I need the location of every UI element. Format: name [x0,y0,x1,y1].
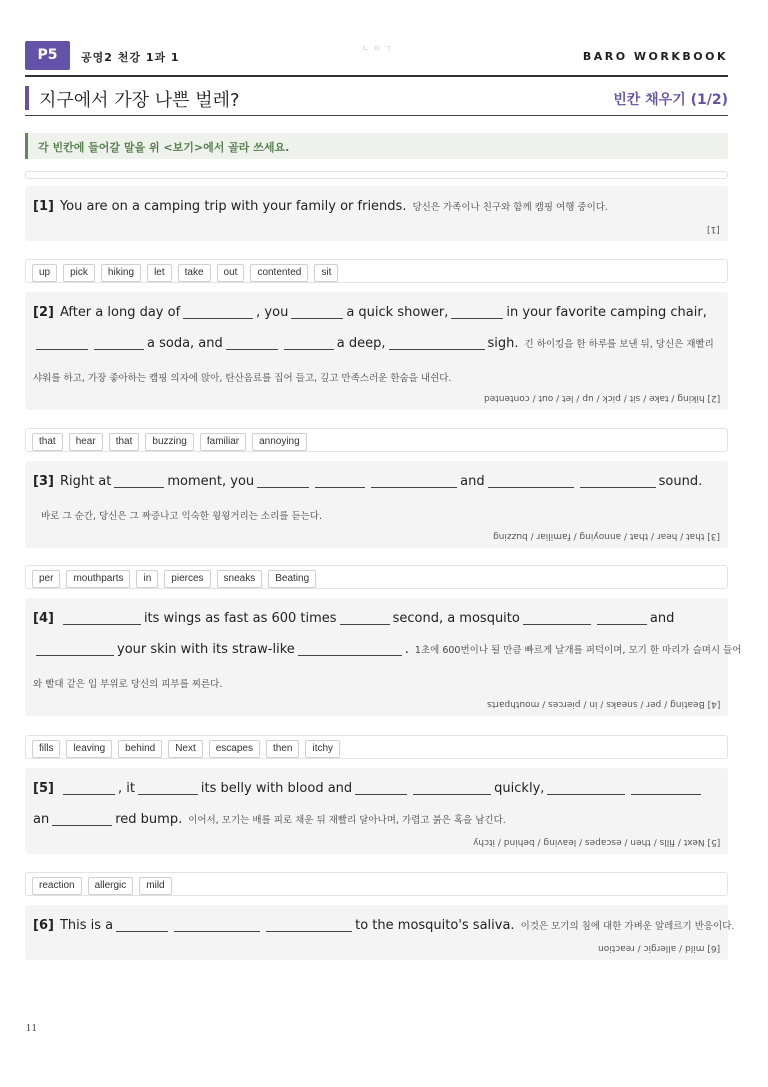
word-bank-3 [25,428,728,452]
question-number: [3] [33,474,54,489]
course-label: 공영2 천강 1과 1 [81,51,180,64]
empty-word-strip [25,171,728,179]
blank-field[interactable] [94,335,144,350]
answer-key: [6] mild / allergic / reaction [597,943,720,953]
word-chip: Next [168,740,203,758]
answer-key: [1] [707,224,720,234]
question-text: your skin with its straw-like [117,642,295,657]
word-bank-5 [25,735,728,759]
blank-field[interactable] [580,473,656,488]
question-3-line-1 [33,473,720,489]
question-text: an [33,812,50,827]
blank-field[interactable] [63,780,115,795]
question-text: second, a mosquito [392,611,520,626]
question-text: , it [117,781,135,796]
word-chip: mouthparts [66,570,130,588]
korean-translation-cont: 샤워를 하고, 가장 좋아하는 캠핑 의자에 앉아, 탄산음료를 집어 들고, 깊고 만족스러운 한숨을 내쉰다. [33,373,452,384]
word-chip: let [147,264,172,282]
question-2-line-2 [33,335,720,351]
question-text: , you [256,305,289,320]
blank-field[interactable] [315,473,365,488]
title-row [25,84,728,116]
title-divider [25,115,728,116]
blank-field[interactable] [36,335,88,350]
blank-field[interactable] [52,811,112,826]
question-text: and [460,474,485,489]
word-chip: per [32,570,60,588]
question-4-line-2 [33,641,742,657]
question-text: a quick shower, [346,305,449,320]
question-text: Right at [59,474,112,489]
blank-field[interactable] [597,610,647,625]
word-bank-6 [25,872,728,896]
question-2 [25,292,728,410]
answer-key: [5] Next / fills / then / escapes / leaving / behind / itchy [472,837,720,847]
question-number: [1] [33,199,54,214]
word-chip: out [217,264,245,282]
word-chip: pierces [164,570,210,588]
korean-translation: 긴 하이킹을 한 하루를 보낸 뒤, 당신은 재빨리 [524,339,714,350]
question-4 [25,598,742,716]
word-chip: Beating [268,570,316,588]
blank-field[interactable] [291,304,343,319]
question-text: a soda, and [147,336,223,351]
word-chip: pick [63,264,95,282]
question-5-line-1 [33,780,720,796]
question-1-line [33,199,720,214]
word-chip: in [136,570,158,588]
question-text: This is a [59,918,114,933]
blank-field[interactable] [174,917,260,932]
blank-field[interactable] [63,610,141,625]
question-3 [25,461,728,548]
question-number: [6] [33,918,54,933]
word-chip: sneaks [217,570,263,588]
blank-field[interactable] [631,780,701,795]
word-chip: allergic [88,877,134,895]
word-chip: buzzing [145,433,193,451]
word-chip: leaving [66,740,112,758]
answer-key: [3] that / hear / that / annoying / familiar / buzzing [492,531,720,541]
question-text: in your favorite camping chair, [506,305,707,320]
header-divider [25,75,728,77]
word-chip: fills [32,740,60,758]
blank-field[interactable] [266,917,352,932]
page-badge: P5 [25,41,70,70]
question-number: [5] [33,781,54,796]
question-5 [25,768,728,854]
word-chip: contented [250,264,308,282]
question-6 [25,905,735,960]
blank-field[interactable] [389,335,485,350]
question-text: sigh. [487,336,519,351]
page-title: 지구에서 가장 나쁜 벌레? [39,90,240,111]
blank-field[interactable] [355,780,407,795]
question-text: quickly, [494,781,545,796]
word-chip: that [32,433,63,451]
blank-field[interactable] [298,641,402,656]
blank-field[interactable] [488,473,574,488]
page-subtitle: 빈칸 채우기 (1/2) [613,92,728,108]
blank-field[interactable] [284,335,334,350]
answer-key: [4] Beating / per / sneaks / in / pierces / mouthparts [486,699,720,709]
title-accent-bar [25,86,29,110]
word-chip: escapes [209,740,260,758]
question-number: [4] [33,611,54,626]
korean-translation: 이것은 모기의 침에 대한 가벼운 알레르기 반응이다. [520,921,735,932]
blank-field[interactable] [114,473,164,488]
word-chip: behind [118,740,162,758]
word-chip: itchy [305,740,340,758]
korean-translation: 이어서, 모기는 배를 피로 채운 뒤 재빨리 달아나며, 가렵고 붉은 혹을 남긴다. [188,815,506,826]
page-header [25,41,728,77]
korean-translation-cont: 와 빨대 같은 입 부위로 당신의 피부를 찌른다. [33,679,223,690]
word-bank-2 [25,259,728,283]
question-2-line-1 [33,304,720,320]
question-text: its belly with blood and [200,781,353,796]
korean-translation: 1초에 600번이나 될 만큼 빠르게 날개를 퍼덕이며, 모기 한 마리가 슬며시 들어 [414,645,742,656]
blank-field[interactable] [226,335,278,350]
blank-field[interactable] [547,780,625,795]
word-chip: up [32,264,57,282]
question-text: red bump. [115,812,183,827]
blank-field[interactable] [36,641,114,656]
question-4-line-1 [33,610,720,626]
question-text: moment, you [167,474,255,489]
word-chip: hear [69,433,103,451]
question-text: . [404,642,409,657]
blank-field[interactable] [340,610,390,625]
answer-key: [2] hiking / take / sit / pick / up / let / out / contented [483,393,720,403]
question-text: and [649,611,675,626]
blank-field[interactable] [413,780,491,795]
question-text: You are on a camping trip with your family or friends. [59,199,407,214]
blank-field[interactable] [523,610,591,625]
instruction-box [25,133,728,159]
blank-field[interactable] [257,473,309,488]
blank-field[interactable] [183,304,253,319]
word-chip: then [266,740,299,758]
korean-translation: 당신은 가족이나 친구와 함께 캠핑 여행 중이다. [412,202,608,213]
question-1 [25,186,728,241]
word-bank-4 [25,565,728,589]
blank-field[interactable] [451,304,503,319]
word-chip: hiking [101,264,141,282]
question-text: a deep, [336,336,386,351]
instruction-text: 각 빈칸에 들어갈 말을 위 <보기>에서 골라 쓰세요. [38,141,290,154]
faint-mark: ㄴㅇㄱ [362,44,395,53]
question-number: [2] [33,305,54,320]
word-chip: reaction [32,877,82,895]
question-text: to the mosquito's saliva. [355,918,515,933]
question-text: its wings as fast as 600 times [143,611,337,626]
word-chip: sit [314,264,338,282]
blank-field[interactable] [116,917,168,932]
korean-translation: 바로 그 순간, 당신은 그 짜증나고 익숙한 윙윙거리는 소리를 듣는다. [41,511,322,522]
word-chip: annoying [252,433,307,451]
word-chip: familiar [200,433,246,451]
blank-field[interactable] [138,780,198,795]
word-chip: mild [139,877,171,895]
question-6-line-1 [33,917,735,933]
word-chip: take [178,264,211,282]
question-5-line-2 [33,811,720,827]
question-text: After a long day of [59,305,181,320]
word-chip: that [109,433,140,451]
brand-label: BARO WORKBOOK [582,50,728,63]
blank-field[interactable] [371,473,457,488]
page-number: 11 [26,1023,38,1034]
question-text: sound. [658,474,703,489]
